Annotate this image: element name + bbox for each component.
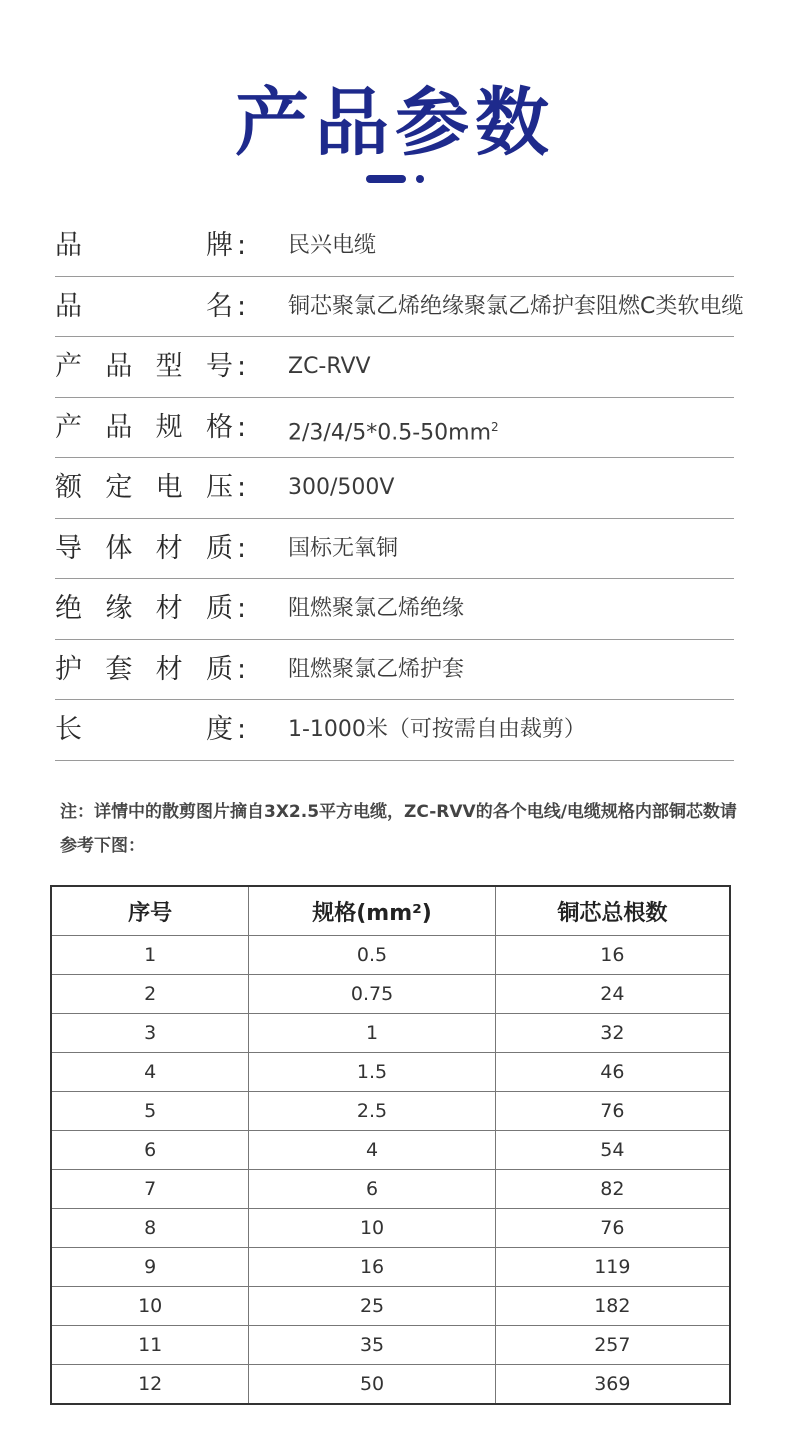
table-cell: 76 <box>495 1209 730 1248</box>
param-row-spec <box>55 398 734 459</box>
table-cell: 2.5 <box>249 1092 495 1131</box>
param-label: 品牌 <box>55 230 233 261</box>
table-cell: 182 <box>495 1287 730 1326</box>
table-cell: 1 <box>51 936 249 975</box>
param-colon: : <box>237 290 247 322</box>
param-row-conductor <box>55 519 734 580</box>
param-label: 产品型号 <box>55 351 233 382</box>
table-cell: 0.75 <box>249 975 495 1014</box>
table-row <box>51 1287 730 1326</box>
param-label: 长度 <box>55 714 233 745</box>
param-label: 额定电压 <box>55 472 233 503</box>
table-cell: 11 <box>51 1326 249 1365</box>
table-cell: 369 <box>495 1365 730 1405</box>
page-title: 产品参数 <box>235 79 555 166</box>
param-row-voltage <box>55 458 734 519</box>
param-row-sheath <box>55 640 734 701</box>
table-row <box>51 1014 730 1053</box>
param-label: 产品规格 <box>55 411 233 443</box>
table-cell: 3 <box>51 1014 249 1053</box>
table-cell: 32 <box>495 1014 730 1053</box>
table-cell: 257 <box>495 1326 730 1365</box>
column-header: 规格(mm²) <box>249 886 495 936</box>
table-cell: 119 <box>495 1248 730 1287</box>
table-row <box>51 1209 730 1248</box>
table-cell: 4 <box>51 1053 249 1092</box>
table-row <box>51 1170 730 1209</box>
param-label: 护套材质 <box>55 653 233 685</box>
param-value-text: 2/3/4/5*0.5-50mm <box>288 419 492 445</box>
table-cell: 5 <box>51 1092 249 1131</box>
param-row-model <box>55 337 734 398</box>
table-cell: 12 <box>51 1365 249 1405</box>
table-cell: 4 <box>249 1131 495 1170</box>
param-colon: : <box>237 593 247 624</box>
table-cell: 10 <box>51 1287 249 1326</box>
param-value: 阻燃聚氯乙烯护套 <box>288 656 465 682</box>
param-colon: : <box>237 653 247 685</box>
param-colon: : <box>237 411 247 443</box>
table-row <box>51 1326 730 1365</box>
table-cell: 46 <box>495 1053 730 1092</box>
param-label: 导体材质 <box>55 532 233 564</box>
param-value <box>288 398 499 463</box>
table-cell: 16 <box>249 1248 495 1287</box>
param-row-insulation <box>55 579 734 640</box>
table-cell: 10 <box>249 1209 495 1248</box>
table-cell: 6 <box>249 1170 495 1209</box>
table-cell: 9 <box>51 1248 249 1287</box>
param-label: 品名 <box>55 290 233 322</box>
param-colon: : <box>237 230 247 261</box>
param-colon: : <box>237 532 247 564</box>
param-row-length <box>55 700 734 761</box>
param-value: ZC-RVV <box>288 354 371 379</box>
table-cell: 24 <box>495 975 730 1014</box>
table-cell: 8 <box>51 1209 249 1248</box>
parameter-list <box>55 216 744 761</box>
table-cell: 54 <box>495 1131 730 1170</box>
param-label: 绝缘材质 <box>55 593 233 624</box>
note-text: 注：详情中的散剪图片摘自3X2.5平方电缆，ZC-RVV的各个电线/电缆规格内部铜芯数请参考下图： <box>60 802 737 856</box>
table-cell: 1 <box>249 1014 495 1053</box>
core-count-table <box>50 885 731 1405</box>
table-cell: 76 <box>495 1092 730 1131</box>
decoration-dot <box>416 175 424 183</box>
table-cell: 1.5 <box>249 1053 495 1092</box>
table-cell: 50 <box>249 1365 495 1405</box>
param-value: 民兴电缆 <box>288 233 377 258</box>
table-row <box>51 936 730 975</box>
table-cell: 16 <box>495 936 730 975</box>
param-value: 1-1000米（可按需自由裁剪） <box>288 717 586 742</box>
param-colon: : <box>237 714 247 745</box>
param-value: 铜芯聚氯乙烯绝缘聚氯乙烯护套阻燃C类软电缆 <box>288 293 744 319</box>
param-row-brand <box>55 216 734 277</box>
table-cell: 7 <box>51 1170 249 1209</box>
table-header-row <box>51 886 730 936</box>
param-value: 国标无氧铜 <box>288 535 399 561</box>
table-cell: 2 <box>51 975 249 1014</box>
table-row <box>51 1248 730 1287</box>
table-cell: 0.5 <box>249 936 495 975</box>
column-header: 铜芯总根数 <box>495 886 730 936</box>
param-row-product-name <box>55 277 744 338</box>
table-row <box>51 1365 730 1405</box>
table-cell: 82 <box>495 1170 730 1209</box>
table-row <box>51 1092 730 1131</box>
param-colon: : <box>237 351 247 382</box>
param-colon: : <box>237 472 247 503</box>
param-value: 300/500V <box>288 475 395 500</box>
superscript: 2 <box>491 419 499 434</box>
column-header: 序号 <box>51 886 249 936</box>
table-row <box>51 1131 730 1170</box>
table-row <box>51 975 730 1014</box>
table-row <box>51 1053 730 1092</box>
decoration-bar <box>366 175 406 183</box>
table-cell: 6 <box>51 1131 249 1170</box>
table-cell: 25 <box>249 1287 495 1326</box>
table-cell: 35 <box>249 1326 495 1365</box>
param-value: 阻燃聚氯乙烯绝缘 <box>288 596 465 621</box>
